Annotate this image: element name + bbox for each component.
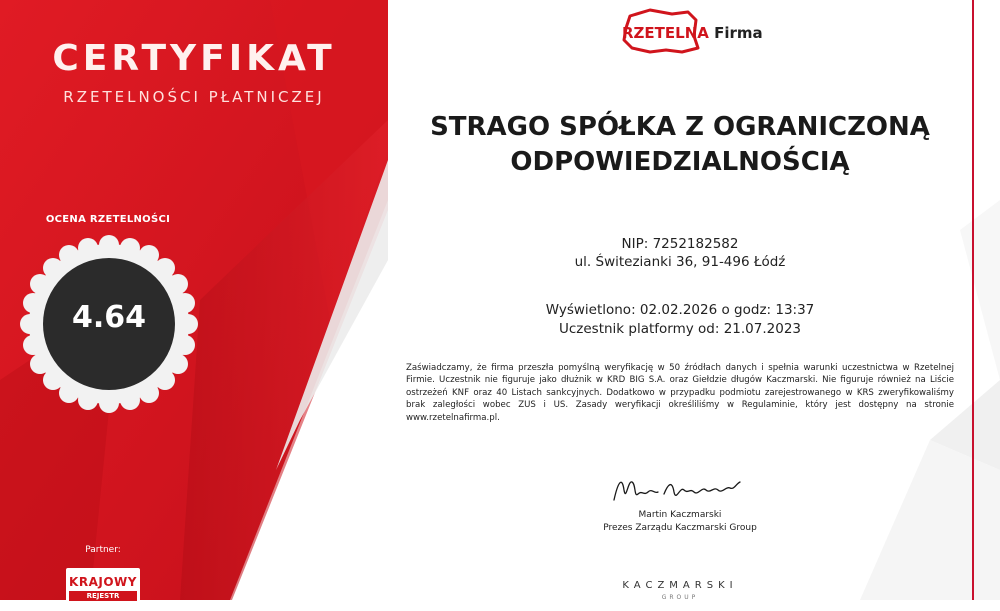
member-since: Uczestnik platformy od: 21.07.2023 [558, 321, 802, 337]
partner-logo-line1: KRAJOWY [69, 575, 137, 589]
brand-name-dark: Firma [714, 24, 763, 42]
kaczmarski-group-sub: GROUP [661, 594, 699, 601]
company-nip: NIP: 7252182582 [621, 236, 739, 252]
certification-statement: Zaświadczamy, że firma przeszła pomyślną weryfikację w 50 źródłach danych i spełnia warunki uczestnictwa w Rzetelnej Firmie. Uczestnik nie figuruje jako dłużnik w KRD BIG S.A. oraz Giełdzie długów Kaczmarski. Nie figuruje również na Liście ostrzeżeń KNF oraz 40 Listach sankcyjnych. Dodatkowo w przypadku podmiotu zarejestrowanego w KRS zweryfikowaliśmy brak zaległości wobec ZUS i US. Zasady weryfikacji określiliśmy w Regulaminie, który jest dostępny na stronie www.rzetelnafirma.pl. [406, 363, 954, 423]
partner-label: Partner: [85, 545, 121, 555]
brand-name-red: RZETELNA [622, 24, 709, 42]
displayed-at: Wyświetlono: 02.02.2026 o godz: 13:37 [545, 302, 815, 318]
certificate-subtitle: RZETELNOŚCI PŁATNICZEJ [63, 88, 325, 106]
company-name-line1: STRAGO SPÓŁKA Z OGRANICZONĄ [430, 112, 930, 142]
partner-logo-line2: REJESTR DŁUGÓW [69, 591, 137, 601]
handwritten-signature [608, 472, 748, 508]
signer-role: Prezes Zarządu Kaczmarski Group [603, 523, 757, 533]
kaczmarski-group-logo: KACZMARSKI [622, 580, 738, 591]
score-value: 4.64 [71, 300, 147, 335]
signer-name: Martin Kaczmarski [638, 510, 722, 520]
certificate-title: CERTYFIKAT [52, 38, 336, 79]
right-border-line [972, 0, 974, 600]
company-name [400, 110, 960, 180]
company-name-line2: ODPOWIEDZIALNOŚCIĄ [510, 147, 850, 177]
company-address: ul. Świtezianki 36, 91-496 Łódź [574, 254, 786, 270]
brand-name [622, 24, 763, 42]
score-label: OCENA RZETELNOŚCI [45, 214, 171, 225]
